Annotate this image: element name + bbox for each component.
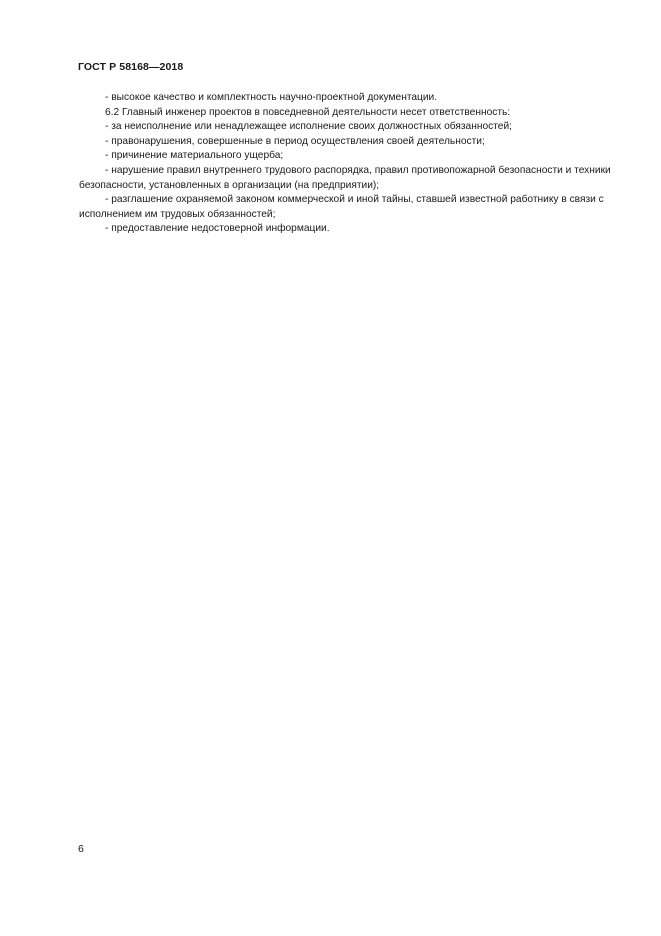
page-number: 6 (78, 843, 84, 855)
paragraph-responsibility-intro: 6.2 Главный инженер проектов в повседневной деятельности несет ответственность: (105, 106, 511, 118)
list-item-duties-nonperformance: - за неисполнение или ненадлежащее исполнение своих должностных обязанностей; (105, 121, 512, 133)
paragraph-documentation-quality: - высокое качество и комплектность научно-проектной документации. (105, 92, 438, 103)
list-item-false-information: - предоставление недостоверной информации. (105, 223, 330, 235)
list-item-rules-violation: - нарушение правил внутреннего трудового распорядка, правил противопожарной безопасности и техники безопасности, установленных в организации (на предприятии); (79, 164, 611, 191)
list-item-secret-disclosure: - разглашение охраняемой законом коммерческой и иной тайны, ставшей известной работнику в связи с исполнением им трудовых обязанностей; (79, 194, 604, 220)
standard-designation: ГОСТ Р 58168—2018 (78, 61, 184, 73)
document-body (79, 91, 619, 237)
list-item-material-damage: - причинение материального ущерба; (105, 150, 284, 162)
list-item-offenses: - правонарушения, совершенные в период осуществления своей деятельности; (105, 135, 485, 147)
